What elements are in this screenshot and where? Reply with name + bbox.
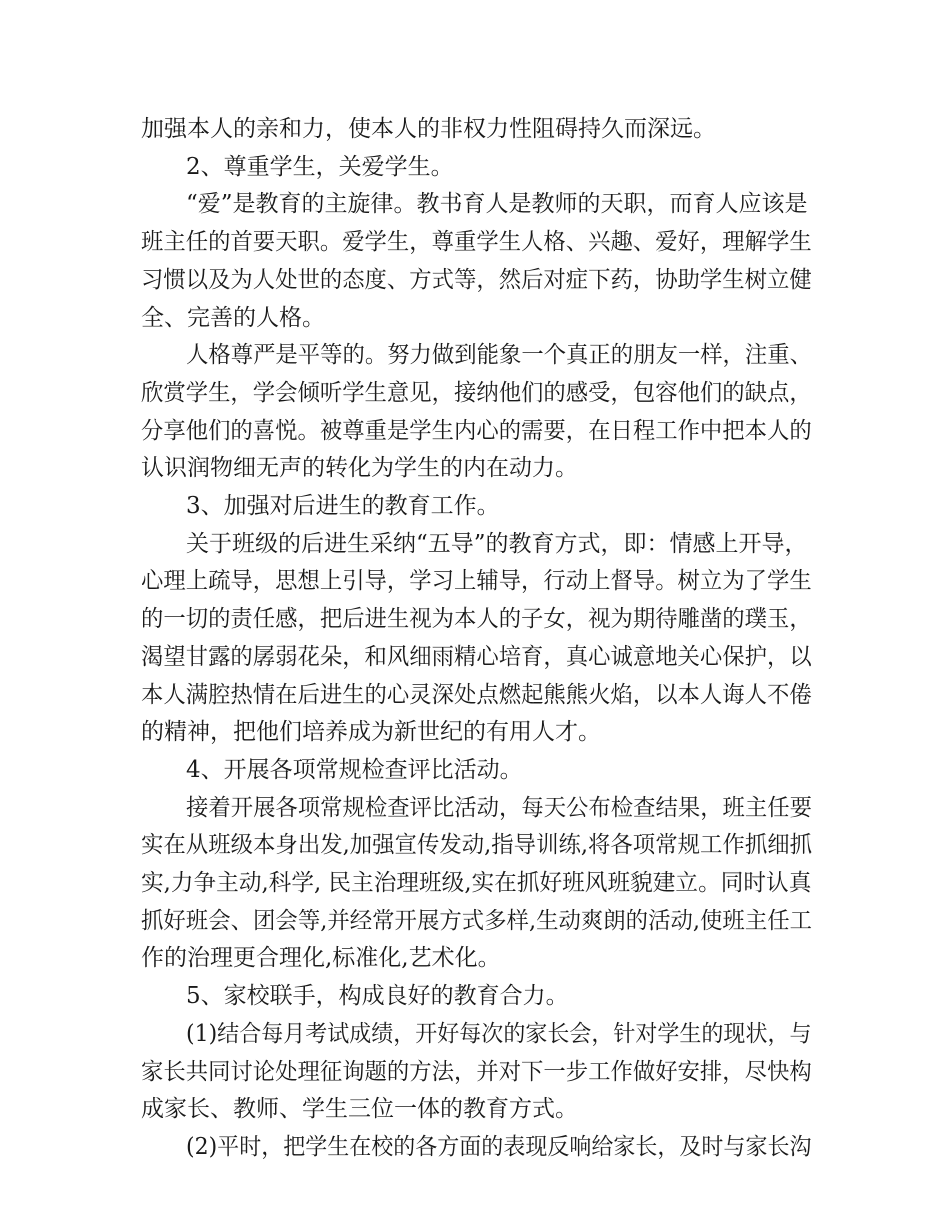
- paragraph-line: 本人满腔热情在后进生的心灵深处点燃起熊熊火焰，以本人诲人不倦: [141, 682, 812, 708]
- paragraph-line: 实,力争主动,科学, 民主治理班级,实在抓好班风班貌建立。同时认真: [141, 870, 812, 896]
- paragraph-line: 实在从班级本身出发,加强宣传发动,指导训练,将各项常规工作抓细抓: [141, 832, 813, 858]
- paragraph-line: 欣赏学生，学会倾听学生意见，接纳他们的感受，包容他们的缺点，: [141, 380, 812, 406]
- paragraph-line: 全、完善的人格。: [141, 305, 325, 331]
- section-heading-2: 2、尊重学生，关爱学生。: [186, 154, 454, 180]
- paragraph-line: 关于班级的后进生采纳“五导”的教育方式，即：情感上开导，: [186, 531, 808, 557]
- paragraph-line: 抓好班会、团会等,并经常开展方式多样,生动爽朗的活动,使班主任工: [141, 908, 813, 934]
- paragraph-line: (2)平时，把学生在校的各方面的表现反响给家长，及时与家长沟: [186, 1134, 812, 1160]
- section-heading-4: 4、开展各项常规检查评比活动。: [186, 757, 523, 783]
- paragraph-line: 班主任的首要天职。爱学生，尊重学生人格、兴趣、爱好，理解学生: [141, 229, 812, 255]
- section-heading-5: 5、家校联手，构成良好的教育合力。: [186, 983, 569, 1009]
- paragraph-line: 的精神，把他们培养成为新世纪的有用人才。: [141, 719, 601, 745]
- paragraph-line: 分享他们的喜悦。被尊重是学生内心的需要，在日程工作中把本人的: [141, 418, 812, 444]
- paragraph-line: 接着开展各项常规检查评比活动，每天公布检查结果，班主任要: [186, 795, 812, 821]
- paragraph-line: 人格尊严是平等的。努力做到能象一个真正的朋友一样，注重、: [186, 342, 812, 368]
- paragraph-line: 认识润物细无声的转化为学生的内在动力。: [141, 455, 578, 481]
- paragraph-line: 成家长、教师、学生三位一体的教育方式。: [141, 1096, 578, 1122]
- paragraph-line: “爱”是教育的主旋律。教书育人是教师的天职，而育人应该是: [186, 191, 808, 217]
- paragraph-line: 习惯以及为人处世的态度、方式等，然后对症下药，协助学生树立健: [141, 267, 812, 293]
- paragraph-line: 的一切的责任感，把后进生视为本人的子女，视为期待雕凿的璞玉，: [141, 606, 812, 632]
- paragraph-line: 渴望甘露的孱弱花朵，和风细雨精心培育，真心诚意地关心保护，以: [141, 644, 812, 670]
- paragraph-line: 心理上疏导，思想上引导，学习上辅导，行动上督导。树立为了学生: [141, 568, 812, 594]
- paragraph-line: 家长共同讨论处理征询题的方法，并对下一步工作做好安排，尽快构: [141, 1059, 812, 1085]
- paragraph-line: 加强本人的亲和力，使本人的非权力性阻碍持久而深远。: [141, 116, 716, 142]
- paragraph-line: (1)结合每月考试成绩，开好每次的家长会，针对学生的现状，与: [186, 1021, 812, 1047]
- section-heading-3: 3、加强对后进生的教育工作。: [186, 493, 500, 519]
- paragraph-line: 作的治理更合理化,标准化,艺术化。: [141, 945, 501, 971]
